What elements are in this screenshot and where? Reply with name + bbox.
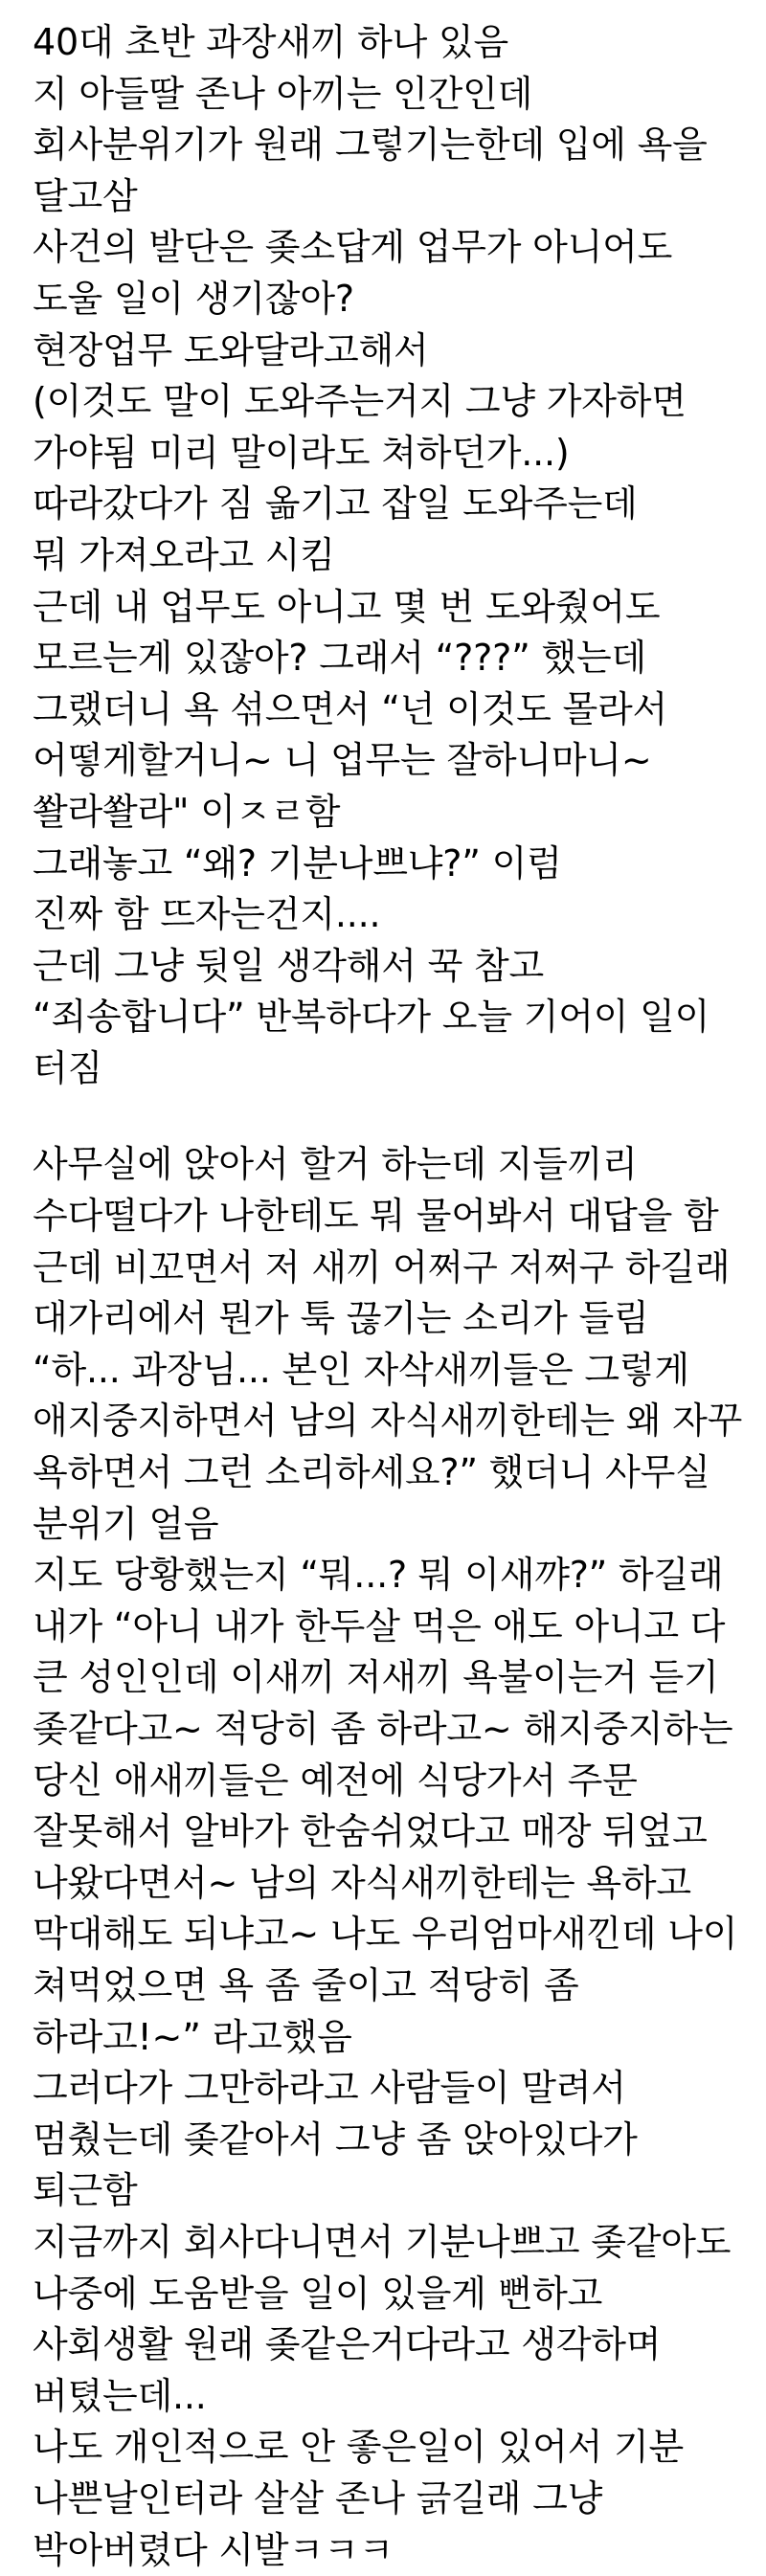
text-line: 큰 성인인데 이새끼 저새끼 욕불이는거 듣기 [33, 1652, 741, 1704]
text-line: 그러다가 그만하라고 사람들이 말려서 [33, 2063, 741, 2115]
text-line: 분위기 얼음 [33, 1499, 741, 1551]
text-line: 나중에 도움받을 일이 있을게 뻔하고 [33, 2269, 741, 2320]
text-line: 멈췄는데 좆같아서 그냥 좀 앉아있다가 [33, 2115, 741, 2166]
text-line: 나도 개인적으로 안 좋은일이 있어서 기분 [33, 2422, 741, 2474]
text-line: 근데 비꼬면서 저 새끼 어쩌구 저쩌구 하길래 [33, 1243, 741, 1294]
text-line: 쏼라쏼라" 이ㅈㄹ함 [33, 787, 741, 839]
text-line: 가야됨 미리 말이라도 쳐하던가...) [33, 428, 741, 480]
text-line: 막대해도 되냐고~ 나도 우리엄마새낀데 나이 [33, 1909, 741, 1960]
text-line: 터짐 [33, 1043, 741, 1095]
text-line: (이것도 말이 도와주는거지 그냥 가자하면 [33, 376, 741, 428]
text-line: 진짜 함 뜨자는건지.... [33, 889, 741, 941]
text-line: 잘못해서 알바가 한숨쉬었다고 매장 뒤엎고 [33, 1806, 741, 1858]
text-line: 하라고!~” 라고했음 [33, 2012, 741, 2064]
text-line: 내가 “아니 내가 한두살 먹은 애도 아니고 다 [33, 1602, 741, 1653]
text-line: 나쁜날인터라 살살 존나 긁길래 그냥 [33, 2474, 741, 2525]
text-line: 그래놓고 “왜? 기분나쁘냐?” 이럼 [33, 839, 741, 890]
text-line: 애지중지하면서 남의 자식새끼한테는 왜 자꾸 [33, 1396, 741, 1447]
text-line: 당신 애새끼들은 예전에 식당가서 주문 [33, 1756, 741, 1807]
text-line: 쳐먹었으면 욕 좀 줄이고 적당히 좀 [33, 1960, 741, 2012]
text-line: 뭐 가져오라고 시킴 [33, 530, 741, 582]
text-line: 모르는게 있잖아? 그래서 “???” 했는데 [33, 633, 741, 684]
text-line: 퇴근함 [33, 2165, 741, 2217]
paragraph-2 [33, 1139, 741, 2576]
text-line: 사회생활 원래 좆같은거다라고 생각하며 [33, 2319, 741, 2371]
text-line: 욕하면서 그런 소리하세요?” 했더니 사무실 [33, 1447, 741, 1499]
text-line: 대가리에서 뭔가 툭 끊기는 소리가 들림 [33, 1293, 741, 1345]
text-line: 지금까지 회사다니면서 기분나쁘고 좆같아도 [33, 2217, 741, 2269]
text-line: 회사분위기가 원래 그렇기는한데 입에 욕을 [33, 120, 741, 171]
text-line: 사건의 발단은 좆소답게 업무가 아니어도 [33, 222, 741, 274]
text-line: 박아버렸다 시발ㅋㅋㅋ [33, 2525, 741, 2576]
text-line: 버텼는데... [33, 2371, 741, 2423]
text-line: 그랬더니 욕 섞으면서 “넌 이것도 몰라서 [33, 684, 741, 736]
text-line: 좆같다고~ 적당히 좀 하라고~ 해지중지하는 [33, 1704, 741, 1756]
text-line: “죄송합니다” 반복하다가 오늘 기어이 일이 [33, 992, 741, 1043]
text-line: 도울 일이 생기잖아? [33, 274, 741, 325]
text-line: 사무실에 앉아서 할거 하는데 지들끼리 [33, 1139, 741, 1191]
text-line: 어떻게할거니~ 니 업무는 잘하니마니~ [33, 735, 741, 787]
text-line: 수다떨다가 나한테도 뭐 물어봐서 대답을 함 [33, 1191, 741, 1243]
paragraph-1 [33, 17, 741, 1094]
text-line: 달고삼 [33, 171, 741, 223]
text-line: 40대 초반 과장새끼 하나 있음 [33, 17, 741, 69]
text-line: 현장업무 도와달라고해서 [33, 325, 741, 377]
text-line: 지 아들딸 존나 아끼는 인간인데 [33, 69, 741, 121]
text-line: 근데 그냥 뒷일 생각해서 꾹 참고 [33, 941, 741, 993]
text-line: 지도 당황했는지 “뭐...? 뭐 이새꺄?” 하길래 [33, 1550, 741, 1602]
text-line: 따라갔다가 짐 옮기고 잡일 도와주는데 [33, 479, 741, 530]
text-line: 근데 내 업무도 아니고 몇 번 도와줬어도 [33, 582, 741, 634]
text-line: “하... 과장님... 본인 자삭새끼들은 그렇게 [33, 1345, 741, 1397]
post-body [33, 17, 741, 2576]
text-line: 나왔다면서~ 남의 자식새끼한테는 욕하고 [33, 1858, 741, 1910]
